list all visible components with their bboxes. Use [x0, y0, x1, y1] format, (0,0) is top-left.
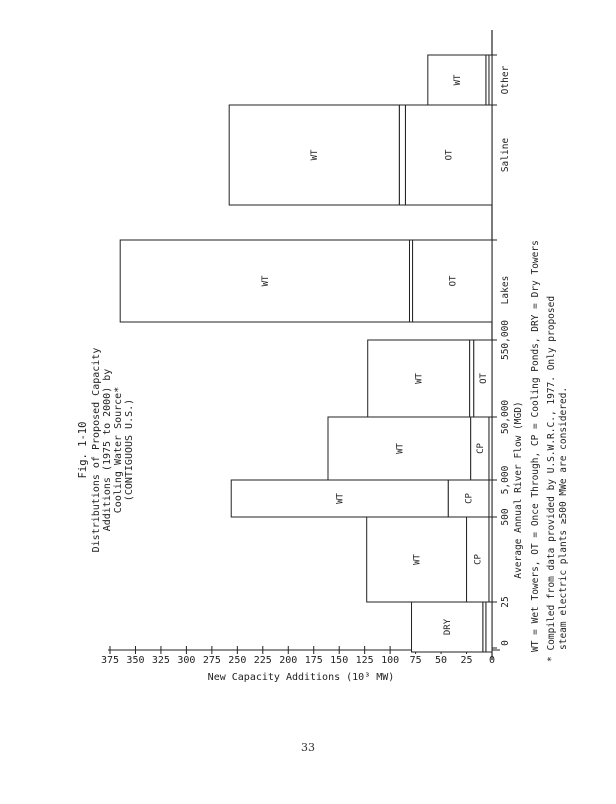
- segment-label-cp: CP: [473, 554, 484, 565]
- segment-label-cp: CP: [464, 493, 475, 504]
- y-tick-label: 375: [100, 655, 120, 666]
- y-axis-label: New Capacity Additions (10³ MW): [207, 672, 395, 683]
- caption-line: Additions (1975 to 2000) by: [102, 368, 113, 532]
- segment-label-wt: WT: [395, 443, 406, 454]
- caption-line: Cooling Water Source*: [113, 386, 124, 514]
- segment-label-dry: DRY: [443, 618, 454, 636]
- segment-label-cp: CP: [475, 443, 486, 454]
- x-tick-label: 550,000: [500, 319, 511, 361]
- y-tick-label: 250: [228, 655, 247, 666]
- segment-label-wt: WT: [335, 493, 346, 504]
- x-tick-label: Lakes: [500, 275, 511, 305]
- x-tick-label: 5,000: [500, 465, 511, 495]
- chart-bars: [120, 55, 492, 652]
- y-tick-label: 225: [253, 655, 272, 666]
- bar-segment-cp: [399, 105, 405, 205]
- x-tick-label: Other: [500, 65, 511, 95]
- y-tick-label: 50: [435, 655, 448, 666]
- segment-label-ot: OT: [448, 275, 459, 287]
- y-tick-label: 350: [126, 655, 145, 666]
- footnote-line: * Compiled from data provided by U.S.W.R.C., 1977. Only proposed: [546, 295, 557, 662]
- segment-label-wt: WT: [414, 373, 425, 384]
- legend-text: WT = Wet Towers, OT = Once Through, CP = Cooling Ponds, DRY = Dry Towers: [530, 240, 541, 652]
- segment-label-wt: WT: [310, 149, 321, 161]
- y-tick-label: 100: [381, 655, 400, 666]
- y-tick-label: 200: [279, 655, 298, 666]
- bar-segment-wt: [486, 602, 492, 652]
- y-tick-label: 300: [177, 655, 196, 666]
- x-tick-label: 500: [500, 508, 511, 526]
- page-number: 33: [301, 741, 315, 754]
- y-tick-label: 25: [460, 655, 473, 666]
- y-tick-label: 275: [202, 655, 221, 666]
- segment-label-wt: WT: [452, 74, 463, 86]
- segment-label-wt: WT: [260, 275, 271, 287]
- footnote-line: steam electric plants ≥500 MWe are considered.: [558, 386, 569, 650]
- y-tick-label: 0: [488, 655, 496, 666]
- y-tick-label: 150: [330, 655, 349, 666]
- segment-label-ot: OT: [478, 373, 489, 384]
- x-tick-label: 50,000: [500, 399, 511, 435]
- caption-line: Distributions of Proposed Capacity: [91, 347, 102, 553]
- segment-label-wt: WT: [412, 554, 423, 565]
- x-tick-label: 0: [500, 640, 511, 646]
- caption-line: (CONTIGUOUS U.S.): [124, 398, 135, 502]
- y-tick-label: 175: [304, 655, 323, 666]
- x-tick-label: 25: [500, 596, 511, 608]
- figure-title: Fig. 1-10: [77, 421, 89, 479]
- x-axis-label: Average Annual River Flow (MGD): [513, 401, 524, 579]
- bar-segment-cp: [470, 340, 474, 417]
- y-tick-label: 75: [409, 655, 422, 666]
- y-tick-label: 325: [151, 655, 170, 666]
- rotated-figure: [77, 30, 569, 683]
- segment-label-ot: OT: [444, 149, 455, 161]
- x-tick-label: Saline: [500, 137, 511, 173]
- y-tick-label: 125: [355, 655, 374, 666]
